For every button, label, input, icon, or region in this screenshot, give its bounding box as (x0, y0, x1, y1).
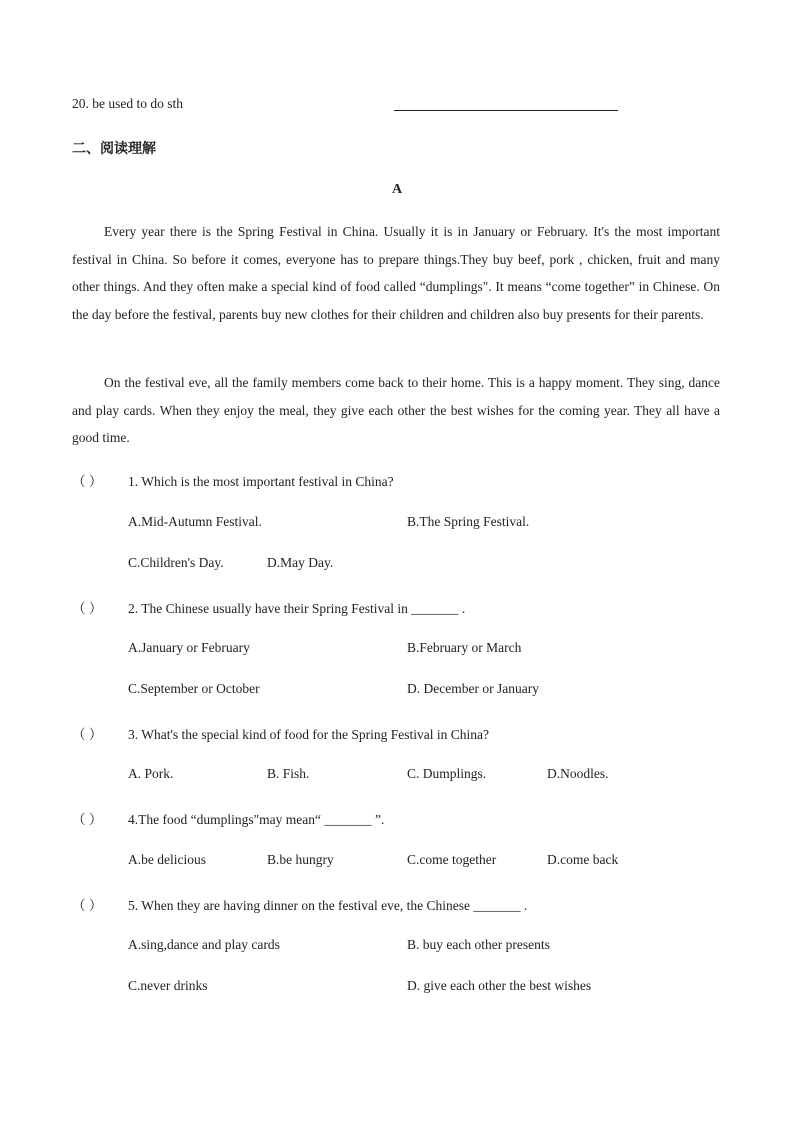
question-text: 3. What's the special kind of food for the Spring Festival in China? (128, 727, 489, 742)
question-text: 2. The Chinese usually have their Spring Festival in _______ . (128, 601, 466, 616)
answer-blank-line[interactable] (394, 110, 618, 111)
q5-option-b: B. buy each other presents (407, 937, 550, 952)
passage-paragraph-1: Every year there is the Spring Festival in China. Usually it is in January or February. It's the most important festival in China. So before it comes, everyone has to prepare things.They buy beef, pork , chicken, fruit and many other things. And they often make a special kind of food called “dumplings". It means “come together” in Chinese. On the day before the festival, parents buy new clothes for their children and children also buy presents for their parents. (72, 224, 720, 322)
question-text: 4.The food “dumplings"may mean“ _______ ”. (128, 812, 385, 827)
q3-option-d: D.Noodles. (547, 766, 609, 781)
q5-option-d: D. give each other the best wishes (407, 978, 592, 993)
q2-option-b: B.February or March (407, 640, 522, 655)
q5-option-a: A.sing,dance and play cards (128, 937, 280, 952)
answer-parentheses[interactable]: （ ） (72, 812, 103, 827)
q1-option-a: A.Mid-Autumn Festival. (128, 514, 262, 529)
q2-option-c: C.September or October (128, 681, 260, 696)
q3-option-c: C. Dumplings. (407, 766, 487, 781)
q2-option-d: D. December or January (407, 681, 539, 696)
q1-option-d: D.May Day. (267, 555, 334, 570)
question-1 (72, 470, 394, 490)
answer-parentheses[interactable]: （ ） (72, 898, 103, 913)
answer-parentheses[interactable]: （ ） (72, 727, 103, 742)
answer-parentheses[interactable]: （ ） (72, 601, 103, 616)
question-text: 5. When they are having dinner on the festival eve, the Chinese _______ . (128, 898, 528, 913)
question-3 (72, 723, 489, 743)
question-text: 1. Which is the most important festival in China? (128, 474, 394, 489)
question-4 (72, 808, 384, 828)
q3-option-b: B. Fish. (267, 766, 310, 781)
q3-option-a: A. Pork. (128, 766, 174, 781)
passage-title: A (391, 182, 403, 197)
q1-option-b: B.The Spring Festival. (407, 514, 530, 529)
passage-paragraph-2: On the festival eve, all the family members come back to their home. This is a happy moment. They sing, dance and play cards. When they enjoy the meal, they give each other the best wishes for the coming year. They all have a good time. (72, 375, 720, 445)
answer-parentheses[interactable]: （ ） (72, 474, 103, 489)
q4-option-c: C.come together (407, 852, 497, 867)
q4-option-b: B.be hungry (267, 852, 334, 867)
question-20-text: 20. be used to do sth (72, 96, 183, 111)
question-5 (72, 894, 527, 914)
q2-option-a: A.January or February (128, 640, 250, 655)
section-heading: 二、阅读理解 (72, 141, 156, 157)
question-2 (72, 597, 465, 617)
q5-option-c: C.never drinks (128, 978, 208, 993)
q4-option-a: A.be delicious (128, 852, 206, 867)
q4-option-d: D.come back (547, 852, 619, 867)
q1-option-c: C.Children's Day. (128, 555, 224, 570)
